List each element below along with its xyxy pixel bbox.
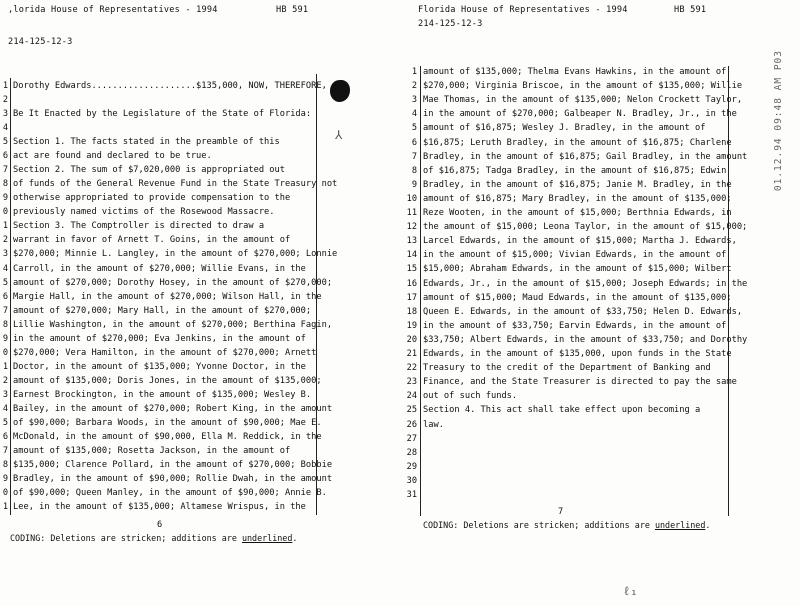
left-header-code: 214-125-12-3 xyxy=(8,37,73,47)
left-line-number: 5 xyxy=(2,277,8,288)
left-line-number: 1 xyxy=(2,81,8,91)
right-coding-note xyxy=(423,520,710,530)
right-text-line: amount of $16,875; Mary Bradley, in the amount of $135,000; xyxy=(423,193,732,204)
left-text-line: Earnest Brockington, in the amount of $135,000; Wesley B. xyxy=(13,389,312,400)
left-line-number: 7 xyxy=(2,305,8,316)
left-line-number: 0 xyxy=(2,207,8,218)
right-line-number: 9 xyxy=(411,179,417,190)
right-line-number: 2 xyxy=(411,81,417,92)
left-text-line: Margie Hall, in the amount of $270,000; Wilson Hall, in the xyxy=(13,291,322,302)
left-line-number: 2 xyxy=(2,375,8,386)
right-right-rule xyxy=(728,66,729,516)
right-text-line: of $16,875; Tadga Bradley, in the amount of $16,875; Edwin xyxy=(423,165,727,176)
left-coding-prefix: CODING: Deletions are stricken; additions are xyxy=(10,533,242,543)
right-line-number: 14 xyxy=(406,250,417,261)
right-text-line: $270,000; Virginia Briscoe, in the amount of $135,000; Willie xyxy=(423,81,743,92)
left-text-line: Dorothy Edwards....................$135,000, NOW, THEREFORE, xyxy=(13,81,327,91)
right-text-line: $16,875; Leruth Bradley, in the amount of $16,875; Charlene xyxy=(423,137,732,148)
right-line-number: 7 xyxy=(411,151,417,162)
right-coding-prefix: CODING: Deletions are stricken; additions are xyxy=(423,520,655,530)
left-page-number: 6 xyxy=(157,520,163,530)
left-text-line: Section 3. The Comptroller is directed to draw a xyxy=(13,221,265,232)
left-text-line: amount of $135,000; Doris Jones, in the amount of $135,000; xyxy=(13,375,322,386)
left-text-line: Bailey, in the amount of $270,000; Robert King, in the amount xyxy=(13,403,333,414)
left-line-number: 7 xyxy=(2,165,8,176)
left-line-number: 9 xyxy=(2,193,8,204)
left-text-line: Section 2. The sum of $7,020,000 is appropriated out xyxy=(13,165,285,176)
left-line-number: 0 xyxy=(2,347,8,358)
right-line-number: 13 xyxy=(406,236,417,247)
left-line-number: 1 xyxy=(2,502,8,513)
left-margin-rule xyxy=(10,78,11,515)
right-coding-underlined: underlined xyxy=(654,520,706,530)
right-text-line: Section 4. This act shall take effect upon becoming a xyxy=(423,405,701,416)
right-line-number: 30 xyxy=(406,475,417,486)
left-line-number: 8 xyxy=(2,179,8,190)
left-text-line: of funds of the General Revenue Fund in the State Treasury not xyxy=(13,179,338,190)
left-header-title: ,lorida House of Representatives - 1994 xyxy=(8,5,218,15)
left-text-line: act are found and declared to be true. xyxy=(13,151,212,162)
right-coding-suffix: . xyxy=(705,520,711,530)
left-line-number: 9 xyxy=(2,333,8,344)
right-line-number: 20 xyxy=(406,334,417,345)
right-text-line: Finance, and the State Treasurer is directed to pay the same xyxy=(423,377,737,388)
right-line-number: 4 xyxy=(411,109,417,120)
right-line-number: 26 xyxy=(406,419,417,430)
right-header-title: Florida House of Representatives - 1994 xyxy=(418,5,628,15)
right-text-line: Larcel Edwards, in the amount of $15,000; Martha J. Edwards, xyxy=(423,236,737,247)
left-text-line: $135,000; Clarence Pollard, in the amount of $270,000; Bobbie xyxy=(13,460,333,471)
left-line-number: 4 xyxy=(2,263,8,274)
right-text-line: $33,750; Albert Edwards, in the amount of $33,750; and Dorothy xyxy=(423,334,748,345)
right-header-bill: HB 591 xyxy=(674,5,707,15)
right-line-number: 23 xyxy=(406,377,417,388)
right-line-number: 27 xyxy=(406,433,417,444)
right-page-number: 7 xyxy=(558,507,564,517)
right-text-line: law. xyxy=(423,419,444,430)
right-text-line: in the amount of $15,000; Vivian Edwards, in the amount of xyxy=(423,250,727,261)
left-text-line: of $90,000; Barbara Woods, in the amount of $90,000; Mae E. xyxy=(13,417,322,428)
right-text-line: Bradley, in the amount of $16,875; Gail Bradley, in the amount xyxy=(423,151,748,162)
left-text-line: Bradley, in the amount of $90,000; Rollie Dwah, in the amount xyxy=(13,474,333,485)
left-text-line: previously named victims of the Rosewood Massacre. xyxy=(13,207,275,218)
right-line-number: 28 xyxy=(406,447,417,458)
right-line-number: 3 xyxy=(411,95,417,106)
right-text-line: Edwards, in the amount of $135,000, upon funds in the State xyxy=(423,349,732,359)
right-text-line: the amount of $15,000; Leona Taylor, in the amount of $15,000; xyxy=(423,222,748,233)
right-margin-rule xyxy=(420,66,421,516)
left-coding-underlined: underlined xyxy=(241,533,293,543)
right-text-line: amount of $15,000; Maud Edwards, in the amount of $135,000; xyxy=(423,292,732,303)
right-text-line: Edwards, Jr., in the amount of $15,000; Joseph Edwards; in the xyxy=(423,278,748,289)
left-line-number: 6 xyxy=(2,151,8,162)
left-text-line: Be It Enacted by the Legislature of the State of Florida: xyxy=(13,109,312,120)
arrow-mark-icon: ⅄ xyxy=(335,128,343,142)
left-line-number: 4 xyxy=(2,123,8,134)
right-line-number: 18 xyxy=(406,306,417,317)
right-text-line: Bradley, in the amount of $16,875; Janie M. Bradley, in the xyxy=(423,179,732,190)
left-line-number: 3 xyxy=(2,109,8,120)
left-text-line: in the amount of $270,000; Eva Jenkins, in the amount of xyxy=(13,333,306,344)
right-line-number: 17 xyxy=(406,292,417,303)
right-line-number: 16 xyxy=(406,278,417,289)
right-line-number: 6 xyxy=(411,137,417,148)
left-text-line: Lillie Washington, in the amount of $270,000; Berthina Fagin, xyxy=(13,319,333,330)
left-line-number: 2 xyxy=(2,235,8,246)
right-line-number: 11 xyxy=(406,208,417,218)
left-header-bill: HB 591 xyxy=(276,5,309,15)
left-line-number: 8 xyxy=(2,460,8,471)
right-text-line: out of such funds. xyxy=(423,391,518,402)
right-line-number: 12 xyxy=(406,222,417,233)
bottom-mark-icon: ℓ₁ xyxy=(623,584,638,598)
left-text-line: $270,000; Vera Hamilton, in the amount of $270,000; Arnett xyxy=(13,347,317,358)
right-line-number: 5 xyxy=(411,123,417,134)
left-line-number: 3 xyxy=(2,389,8,400)
left-text-line: amount of $270,000; Mary Hall, in the amount of $270,000; xyxy=(13,305,312,316)
left-line-number: 1 xyxy=(2,361,8,372)
right-line-number: 10 xyxy=(406,193,417,204)
right-text-line: Queen E. Edwards, in the amount of $33,750; Helen D. Edwards, xyxy=(423,306,743,317)
right-line-number: 22 xyxy=(406,363,417,374)
left-line-number: 3 xyxy=(2,249,8,260)
right-text-line: Mae Thomas, in the amount of $135,000; Nelon Crockett Taylor, xyxy=(423,95,743,106)
right-text-line: $15,000; Abraham Edwards, in the amount of $15,000; Wilbert xyxy=(423,264,732,275)
right-line-number: 25 xyxy=(406,405,417,416)
ink-blot-icon xyxy=(330,80,350,102)
left-line-number: 2 xyxy=(2,95,8,106)
left-text-line: Carroll, in the amount of $270,000; Willie Evans, in the xyxy=(13,263,306,274)
left-line-number: 1 xyxy=(2,221,8,232)
left-line-number: 5 xyxy=(2,137,8,148)
left-line-number: 6 xyxy=(2,291,8,302)
right-line-number: 31 xyxy=(406,490,417,500)
right-text-line: in the amount of $33,750; Earvin Edwards, in the amount of xyxy=(423,320,727,331)
left-text-line: Section 1. The facts stated in the preamble of this xyxy=(13,137,280,148)
right-line-number: 29 xyxy=(406,461,417,472)
left-text-line: $270,000; Minnie L. Langley, in the amount of $270,000; Lonnie xyxy=(13,249,338,260)
right-line-number: 24 xyxy=(406,391,417,402)
right-text-line: Treasury to the credit of the Department of Banking and xyxy=(423,363,711,374)
left-line-number: 4 xyxy=(2,403,8,414)
left-text-line: McDonald, in the amount of $90,000, Ella M. Reddick, in the xyxy=(13,432,322,442)
right-header-code: 214-125-12-3 xyxy=(418,19,483,29)
right-line-number: 19 xyxy=(406,320,417,331)
right-text-line: Reze Wooten, in the amount of $15,000; Berthnia Edwards, in xyxy=(423,208,732,218)
left-line-number: 7 xyxy=(2,446,8,457)
right-text-line: amount of $16,875; Wesley J. Bradley, in the amount of xyxy=(423,123,706,134)
fax-timestamp: 01.12.94 09:48 AM P03 xyxy=(773,50,784,192)
left-line-number: 8 xyxy=(2,319,8,330)
right-line-number: 21 xyxy=(406,349,417,359)
right-line-number: 1 xyxy=(411,67,417,77)
left-line-number: 5 xyxy=(2,417,8,428)
left-text-line: amount of $270,000; Dorothy Hosey, in the amount of $270,000; xyxy=(13,277,333,288)
left-text-line: Lee, in the amount of $135,000; Altamese Wrispus, in the xyxy=(13,502,306,513)
left-text-line: warrant in favor of Arnett T. Goins, in the amount of xyxy=(13,235,291,246)
left-line-number: 0 xyxy=(2,488,8,499)
right-text-line: amount of $135,000; Thelma Evans Hawkins, in the amount of xyxy=(423,67,727,77)
left-text-line: Doctor, in the amount of $135,000; Yvonne Doctor, in the xyxy=(13,361,306,372)
right-line-number: 15 xyxy=(406,264,417,275)
left-text-line: amount of $135,000; Rosetta Jackson, in the amount of xyxy=(13,446,291,457)
right-text-line: in the amount of $270,000; Galbeaper N. Bradley, Jr., in the xyxy=(423,109,737,120)
left-text-line: of $90,000; Queen Manley, in the amount of $90,000; Annie B. xyxy=(13,488,327,499)
right-line-number: 8 xyxy=(411,165,417,176)
left-text-line: otherwise appropriated to provide compensation to the xyxy=(13,193,291,204)
left-coding-suffix: . xyxy=(292,533,298,543)
left-line-number: 9 xyxy=(2,474,8,485)
left-coding-note xyxy=(10,533,297,543)
left-line-number: 6 xyxy=(2,432,8,442)
